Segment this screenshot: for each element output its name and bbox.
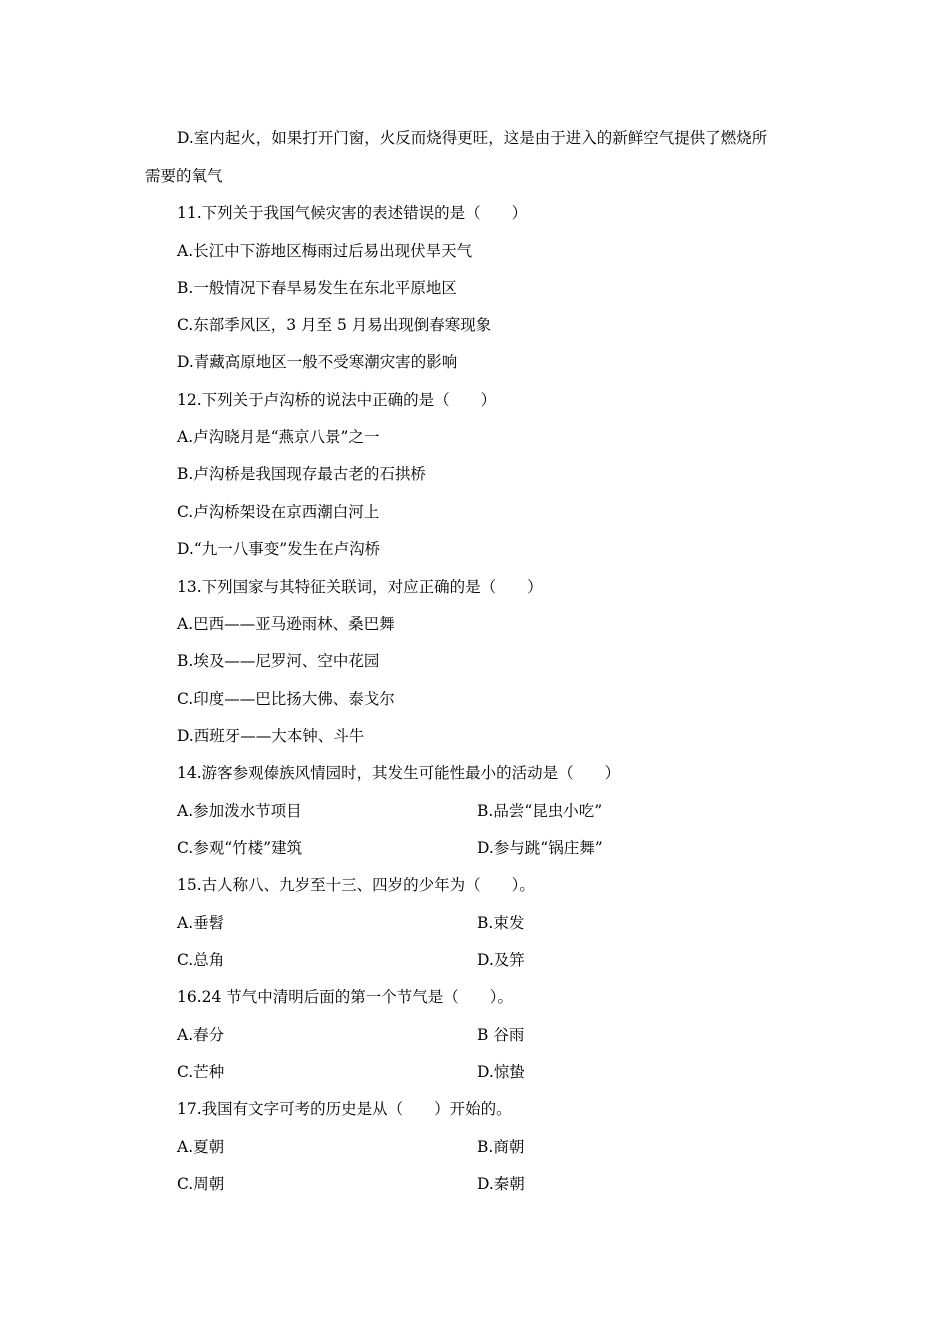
q11-option-d: D.青藏高原地区一般不受寒潮灾害的影响 <box>177 353 458 371</box>
q15-option-c: C.总角 <box>177 951 225 969</box>
q16-option-c: C.芒种 <box>177 1063 225 1081</box>
q12-option-a: A.卢沟晓月是“燕京八景”之一 <box>177 428 380 446</box>
q17-option-b: B.商朝 <box>477 1138 525 1156</box>
q17-option-c: C.周朝 <box>177 1175 225 1193</box>
q10-option-d-line2: 需要的氧气 <box>145 167 223 185</box>
q12-option-c: C.卢沟桥架设在京西潮白河上 <box>177 503 380 521</box>
q11-stem: 11.下列关于我国气候灾害的表述错误的是（ ） <box>177 204 528 222</box>
q11-option-a: A.长江中下游地区梅雨过后易出现伏旱天气 <box>177 242 473 260</box>
q14-option-d: D.参与跳“锅庄舞” <box>477 839 603 857</box>
q13-option-b: B.埃及——尼罗河、空中花园 <box>177 652 380 670</box>
q10-option-d-line1: D.室内起火，如果打开门窗，火反而烧得更旺，这是由于进入的新鲜空气提供了燃烧所 <box>177 129 768 147</box>
q16-option-a: A.春分 <box>177 1026 225 1044</box>
q13-option-a: A.巴西——亚马逊雨林、桑巴舞 <box>177 615 395 633</box>
q17-stem: 17.我国有文字可考的历史是从（ ）开始的。 <box>177 1100 512 1118</box>
q16-option-d: D.惊蛰 <box>477 1063 525 1081</box>
q13-option-d: D.西班牙——大本钟、斗牛 <box>177 727 365 745</box>
q12-option-d: D.“九一八事变”发生在卢沟桥 <box>177 540 381 558</box>
q15-option-b: B.束发 <box>477 914 525 932</box>
q13-option-c: C.印度——巴比扬大佛、泰戈尔 <box>177 690 395 708</box>
q17-option-d: D.秦朝 <box>477 1175 525 1193</box>
q12-option-b: B.卢沟桥是我国现存最古老的石拱桥 <box>177 465 426 483</box>
q16-stem: 16.24 节气中清明后面的第一个节气是（ ）。 <box>177 988 514 1006</box>
q16-option-b: B 谷雨 <box>477 1026 525 1044</box>
q12-stem: 12.下列关于卢沟桥的说法中正确的是（ ） <box>177 391 497 409</box>
q11-option-c: C.东部季风区，3 月至 5 月易出现倒春寒现象 <box>177 316 492 334</box>
q15-stem: 15.古人称八、九岁至十三、四岁的少年为（ ）。 <box>177 876 535 894</box>
q15-option-d: D.及笄 <box>477 951 525 969</box>
q13-stem: 13.下列国家与其特征关联词，对应正确的是（ ） <box>177 578 543 596</box>
q17-option-a: A.夏朝 <box>177 1138 225 1156</box>
q14-option-c: C.参观“竹楼”建筑 <box>177 839 303 857</box>
q11-option-b: B.一般情况下春旱易发生在东北平原地区 <box>177 279 457 297</box>
q14-option-a: A.参加泼水节项目 <box>177 802 302 820</box>
q15-option-a: A.垂髫 <box>177 914 225 932</box>
q14-stem: 14.游客参观傣族风情园时，其发生可能性最小的活动是（ ） <box>177 764 621 782</box>
q14-option-b: B.品尝“昆虫小吃” <box>477 802 603 820</box>
